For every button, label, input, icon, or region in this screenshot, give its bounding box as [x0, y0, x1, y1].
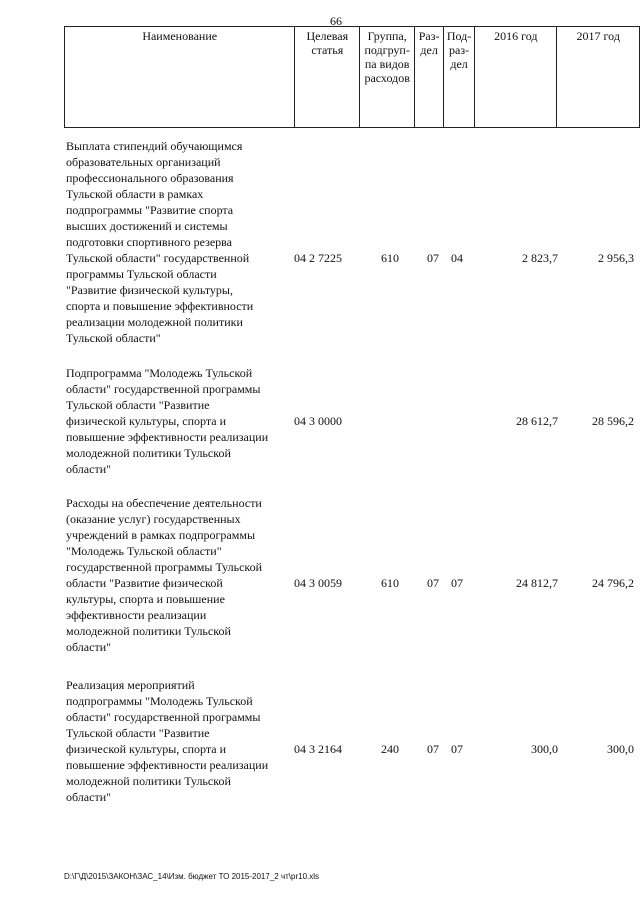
file-path-footer: D:\Г\Д\2015\ЗАКОН\ЗАС_14\Изм. бюджет ТО 2015-2017_2 чт\pr10.xls: [64, 872, 320, 881]
amount-2017: 28 596,2: [592, 414, 634, 428]
row-name-line: "Молодежь Тульской области": [66, 544, 222, 558]
row-name-line: молодежной политики Тульской: [66, 446, 231, 460]
row-name-line: области": [66, 790, 112, 804]
row-name-line: Тульской области" государственной: [66, 251, 250, 265]
row-name-line: физической культуры, спорта и: [66, 742, 227, 756]
podrazdel: 07: [451, 742, 463, 756]
amount-2017: 300,0: [607, 742, 634, 756]
row-name: [66, 677, 294, 805]
row-name-line: подпрограммы "Молодежь Тульской: [66, 694, 253, 708]
row-name-line: Подпрограмма "Молодежь Тульской: [66, 366, 253, 380]
razdel: 07: [427, 251, 439, 265]
header-podrazdel: [444, 27, 475, 128]
header-podrazdel-line: Под-: [446, 29, 472, 43]
row-name-line: области "Развитие физической: [66, 576, 223, 590]
column-header-table: [64, 26, 640, 128]
header-group-line: Группа,: [367, 29, 407, 43]
header-razdel-line: Раз-: [418, 29, 440, 43]
row-name-line: программы Тульской области: [66, 267, 217, 281]
target-article-code: 04 3 0000: [294, 414, 342, 428]
expense-group: 610: [381, 576, 399, 590]
row-name-line: подготовки спортивного резерва: [66, 235, 232, 249]
amount-2016: 2 823,7: [522, 251, 558, 265]
row-name-line: реализации молодежной политики: [66, 315, 243, 329]
header-year-2017-label: 2017 год: [576, 29, 620, 43]
row-name-line: области": [66, 462, 112, 476]
row-name-line: повышение эффективности реализации: [66, 758, 269, 772]
amount-2017: 24 796,2: [592, 576, 634, 590]
row-name-line: культуры, спорта и повышение: [66, 592, 225, 606]
expense-group: 240: [381, 742, 399, 756]
page-number: 66: [330, 14, 342, 28]
row-name-line: Тульской области в рамках: [66, 187, 204, 201]
podrazdel: 07: [451, 576, 463, 590]
header-group-line: па видов: [364, 57, 410, 71]
row-name-line: молодежной политики Тульской: [66, 624, 231, 638]
row-name-line: Тульской области "Развитие: [66, 726, 210, 740]
expense-group: 610: [381, 251, 399, 265]
amount-2016: 24 812,7: [516, 576, 558, 590]
row-name-line: Выплата стипендий обучающимся: [66, 139, 243, 153]
header-group: [360, 27, 415, 128]
row-name: [66, 138, 294, 346]
row-name-line: учреждений в рамках подпрограммы: [66, 528, 256, 542]
target-article-code: 04 3 2164: [294, 742, 342, 756]
row-name-line: эффективности реализации: [66, 608, 207, 622]
amount-2017: 2 956,3: [598, 251, 634, 265]
row-name-line: образовательных организаций: [66, 155, 221, 169]
header-year-2016: [475, 27, 557, 128]
row-name-line: Реализация мероприятий: [66, 678, 195, 692]
razdel: 07: [427, 576, 439, 590]
row-name-line: молодежной политики Тульской: [66, 774, 231, 788]
row-name: [66, 495, 294, 655]
row-name-line: (оказание услуг) государственных: [66, 512, 241, 526]
row-name-line: области" государственной программы: [66, 382, 261, 396]
target-article-code: 04 3 0059: [294, 576, 342, 590]
podrazdel: 04: [451, 251, 463, 265]
row-name-line: Тульской области": [66, 331, 161, 345]
row-name-line: Расходы на обеспечение деятельности: [66, 496, 262, 510]
row-name-line: государственной программы Тульской: [66, 560, 263, 574]
header-name-label: Наименование: [142, 29, 218, 43]
row-name-line: физической культуры, спорта и: [66, 414, 227, 428]
row-name-line: спорта и повышение эффективности: [66, 299, 254, 313]
header-article: [295, 27, 360, 128]
header-group-line: подгруп-: [364, 43, 410, 57]
header-year-2016-label: 2016 год: [494, 29, 538, 43]
row-name-line: "Развитие физической культуры,: [66, 283, 233, 297]
row-name-line: Тульской области "Развитие: [66, 398, 210, 412]
row-name-line: подпрограммы "Развитие спорта: [66, 203, 234, 217]
header-podrazdel-line: дел: [450, 57, 468, 71]
header-year-2017: [557, 27, 640, 128]
header-article-line: статья: [311, 43, 344, 57]
header-razdel: [415, 27, 444, 128]
header-group-line: расходов: [364, 71, 410, 85]
header-article-line: Целевая: [306, 29, 349, 43]
header-podrazdel-line: раз-: [449, 43, 470, 57]
row-name-line: профессионального образования: [66, 171, 234, 185]
row-name: [66, 365, 294, 477]
amount-2016: 28 612,7: [516, 414, 558, 428]
row-name-line: области" государственной программы: [66, 710, 261, 724]
razdel: 07: [427, 742, 439, 756]
row-name-line: высших достижений и системы: [66, 219, 228, 233]
amount-2016: 300,0: [531, 742, 558, 756]
header-razdel-line: дел: [420, 43, 438, 57]
target-article-code: 04 2 7225: [294, 251, 342, 265]
row-name-line: повышение эффективности реализации: [66, 430, 269, 444]
header-name: [65, 27, 295, 128]
row-name-line: области": [66, 640, 112, 654]
